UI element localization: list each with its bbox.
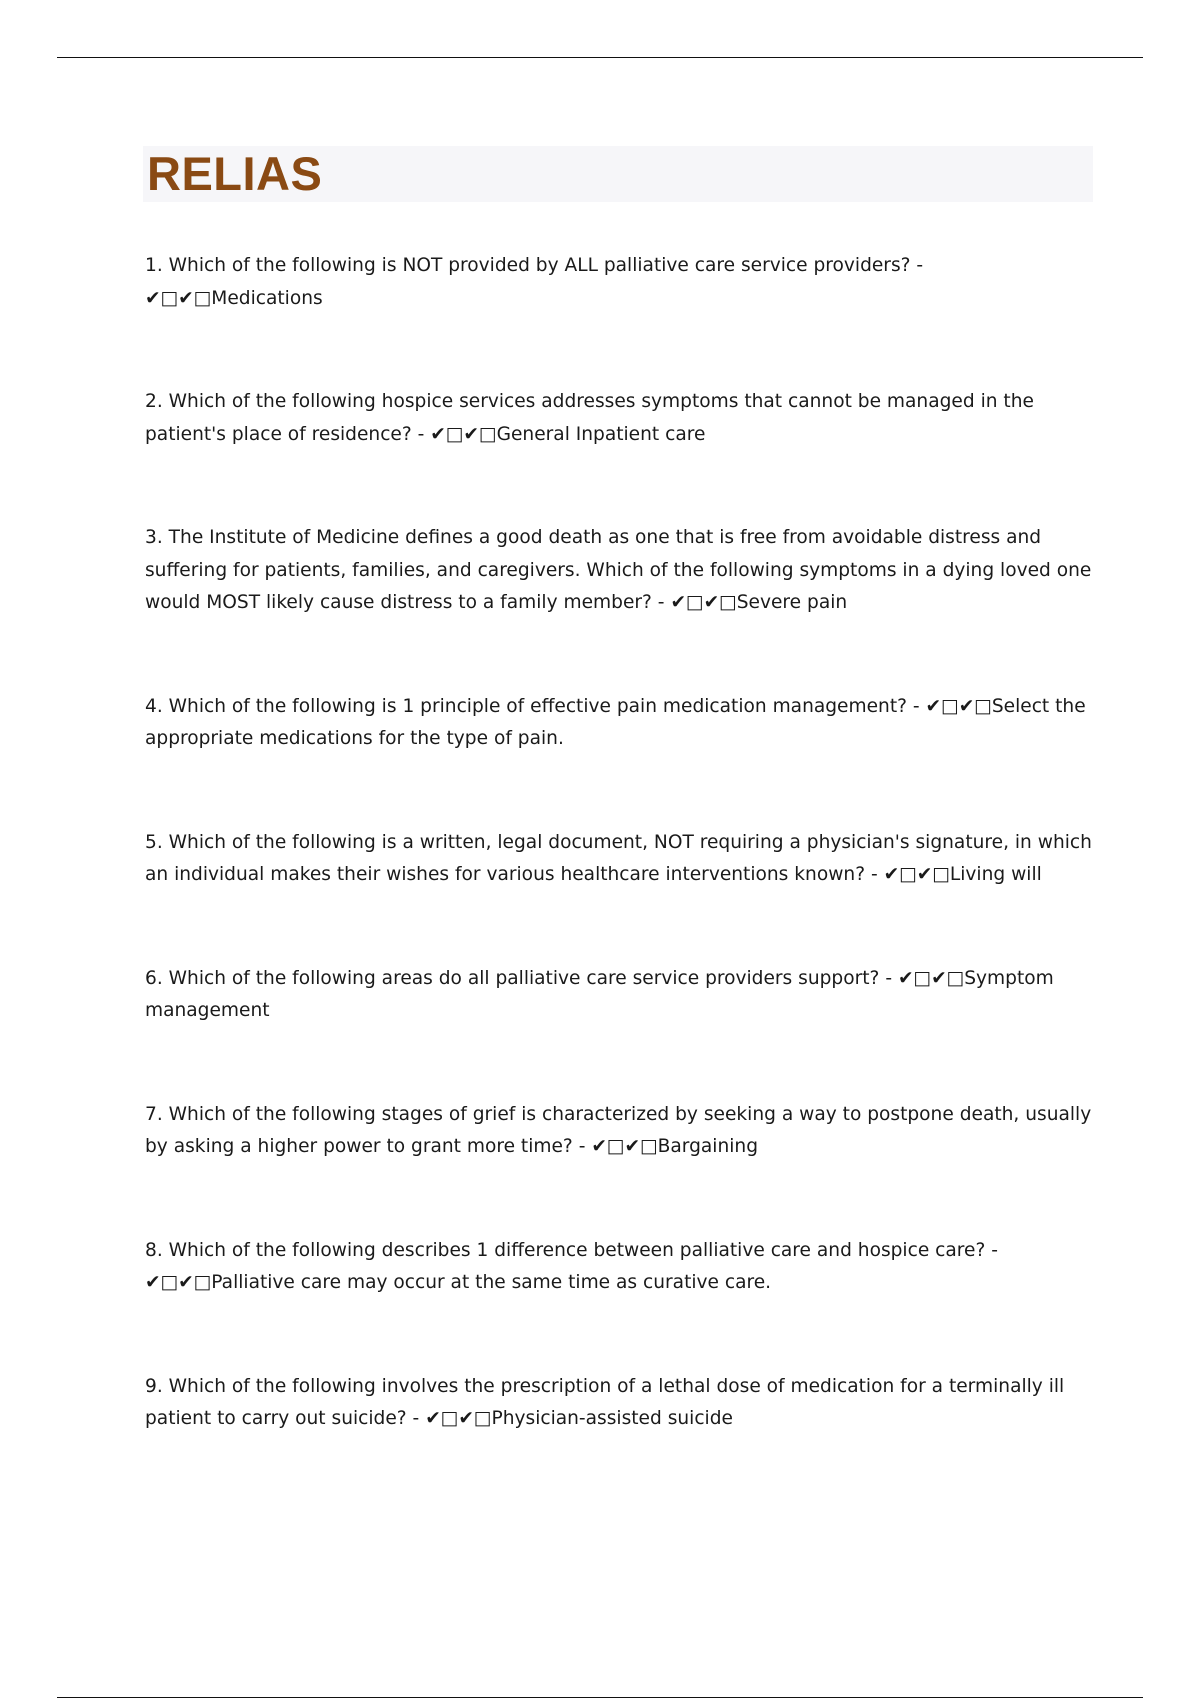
answer-marker: ✔□✔□ [670,592,737,613]
question-number: 8. [145,1239,163,1261]
document-title: RELIAS [147,147,323,200]
answer-marker: ✔□✔□ [591,1136,658,1157]
answer-text: General Inpatient care [496,423,706,445]
answer-marker: ✔□✔□ [430,423,497,445]
answer-text: Symptom management [145,967,1054,1021]
title-band [143,146,1093,202]
qa-item [145,522,1095,620]
qa-item [145,1099,1095,1164]
question-number: 9. [145,1375,163,1397]
answer-text: Living will [949,864,1042,885]
question-text: Which of the following stages of grief is characterized by seeking a way to postpone death, usually by asking a higher power to grant more time? - [145,1103,1092,1157]
answer-text: Physician-assisted suicide [491,1408,733,1429]
answer-text: Bargaining [657,1136,759,1157]
answer-marker: ✔□✔□ [897,967,965,989]
answer-marker: ✔□✔□ [883,864,950,885]
answer-marker: ✔□✔□ [145,287,212,309]
question-text: Which of the following is NOT provided by ALL palliative care service providers? - [168,255,924,276]
answer-text: Severe pain [736,592,848,613]
question-text: Which of the following is a written, legal document, NOT requiring a physician's signature, in which an individual makes their wishes for various healthcare interventions known? - [145,831,1092,885]
question-list [145,250,1095,1507]
question-text: Which of the following hospice services addresses symptoms that cannot be managed in the patient's place of residence? - [145,391,1034,445]
question-text: Which of the following describes 1 difference between palliative care and hospice care? - [168,1239,998,1261]
answer-marker: ✔□✔□ [145,1272,212,1293]
qa-item [145,1235,1095,1300]
answer-text: Medications [211,287,323,309]
qa-item [145,386,1095,451]
bottom-rule [57,1697,1143,1698]
qa-item [145,1371,1095,1436]
question-number: 4. [145,695,163,717]
question-number: 1. [145,255,163,276]
question-number: 3. [145,527,163,548]
qa-item [145,691,1095,756]
question-number: 7. [145,1103,163,1125]
qa-item [145,827,1095,892]
question-number: 5. [145,831,163,853]
question-number: 2. [145,391,163,412]
question-text: Which of the following involves the prescription of a lethal dose of medication for a terminally ill patient to carry out suicide? - [145,1375,1065,1429]
answer-text: Palliative care may occur at the same time as curative care. [211,1272,772,1293]
answer-text: Select the appropriate medications for the type of pain. [145,695,1086,749]
answer-marker: ✔□✔□ [925,695,992,717]
qa-item [145,963,1095,1028]
question-text: Which of the following areas do all palliative care service providers support? - [168,967,893,989]
qa-item [145,250,1095,315]
question-number: 6. [145,967,163,989]
question-text: Which of the following is 1 principle of effective pain medication management? - [168,695,920,717]
top-rule [57,57,1143,58]
question-text: The Institute of Medicine defines a good death as one that is free from avoidable distress and suffering for patients, families, and caregivers. Which of the following symptoms in a dying loved one would MOST likely cause distress to a family member? - [145,527,1092,613]
answer-marker: ✔□✔□ [425,1408,492,1429]
